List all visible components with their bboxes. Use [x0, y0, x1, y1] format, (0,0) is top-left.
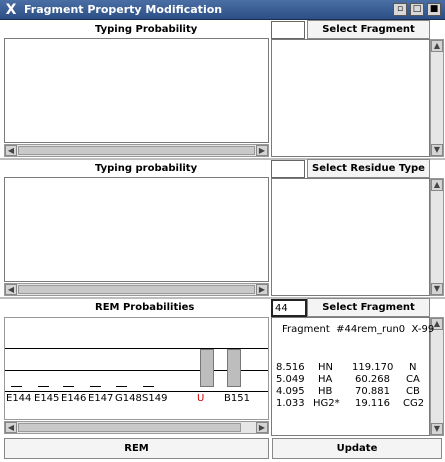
- select-residue-type-button[interactable]: Select Residue Type: [307, 159, 430, 178]
- pane2-list[interactable]: [271, 178, 430, 296]
- chart-line: [5, 391, 268, 392]
- pane3-hscrollbar[interactable]: [4, 421, 269, 434]
- h-shift: 8.516: [276, 362, 305, 373]
- fragment-header: Fragment #44rem_run0 X-99: [282, 324, 435, 335]
- scroll-thumb[interactable]: [18, 285, 255, 294]
- h-atom: HN: [318, 362, 333, 373]
- pane1-fragment-entry[interactable]: [271, 21, 305, 39]
- pane2-residue-entry[interactable]: [271, 160, 305, 178]
- scroll-thumb[interactable]: [18, 423, 241, 432]
- residue-label: E147: [88, 393, 114, 404]
- h-atom: HA: [318, 374, 333, 385]
- pane2-hscrollbar[interactable]: [4, 283, 269, 296]
- x-shift: 19.116: [355, 398, 390, 409]
- residue-probability-canvas[interactable]: [4, 177, 269, 282]
- pane1-title: Typing Probability: [95, 24, 198, 35]
- select-fragment-button[interactable]: Select Fragment: [307, 20, 430, 39]
- h-atom: HG2*: [313, 398, 340, 409]
- baseline-tick: [63, 386, 74, 387]
- baseline-tick: [38, 386, 49, 387]
- x-atom: CG2: [403, 398, 425, 409]
- h-shift: 5.049: [276, 374, 305, 385]
- pane3-title: REM Probabilities: [95, 302, 195, 313]
- window-title: Fragment Property Modification: [24, 3, 223, 16]
- rem-bar-u: [200, 349, 214, 387]
- residue-label: E145: [34, 393, 60, 404]
- scroll-down-icon[interactable]: ▼: [431, 423, 443, 435]
- maximize-button[interactable]: □: [410, 3, 424, 16]
- residue-label: E146: [61, 393, 87, 404]
- scroll-down-icon[interactable]: ▼: [431, 283, 443, 295]
- rem-bar-b151: [227, 349, 241, 387]
- scroll-up-icon[interactable]: ▲: [431, 318, 443, 330]
- scroll-left-icon[interactable]: ◀: [5, 284, 17, 295]
- pane1-list[interactable]: [271, 39, 430, 157]
- scroll-thumb[interactable]: [18, 146, 255, 155]
- pane3-fragment-entry[interactable]: 44: [271, 299, 307, 317]
- x-shift: 70.881: [355, 386, 390, 397]
- scroll-up-icon[interactable]: ▲: [431, 40, 443, 52]
- x-atom: CB: [406, 386, 420, 397]
- typing-probability-canvas[interactable]: [4, 38, 269, 143]
- scroll-right-icon[interactable]: ▶: [256, 145, 268, 156]
- scroll-down-icon[interactable]: ▼: [431, 144, 443, 156]
- pane1-vscrollbar[interactable]: [430, 39, 444, 157]
- residue-label-unassigned: U: [197, 393, 205, 404]
- residue-label: E144: [6, 393, 32, 404]
- update-button[interactable]: Update: [272, 438, 442, 459]
- scroll-up-icon[interactable]: ▲: [431, 179, 443, 191]
- h-shift: 1.033: [276, 398, 305, 409]
- pane2-vscrollbar[interactable]: [430, 178, 444, 296]
- pane2-title: Typing probability: [95, 163, 198, 174]
- x-atom: CA: [406, 374, 420, 385]
- close-button[interactable]: ■: [427, 3, 441, 16]
- rem-button[interactable]: REM: [4, 438, 269, 459]
- app-icon: X: [5, 2, 17, 18]
- scroll-left-icon[interactable]: ◀: [5, 422, 17, 433]
- window-titlebar[interactable]: [0, 0, 445, 20]
- h-atom: HB: [318, 386, 333, 397]
- scroll-right-icon[interactable]: ▶: [256, 422, 268, 433]
- scroll-right-icon[interactable]: ▶: [256, 284, 268, 295]
- baseline-tick: [116, 386, 127, 387]
- scroll-left-icon[interactable]: ◀: [5, 145, 17, 156]
- x-atom: N: [409, 362, 417, 373]
- baseline-tick: [143, 386, 154, 387]
- baseline-tick: [90, 386, 101, 387]
- residue-label: G148: [115, 393, 142, 404]
- minimize-button[interactable]: ▫: [393, 3, 407, 16]
- residue-label: S149: [142, 393, 168, 404]
- pane1-hscrollbar[interactable]: [4, 144, 269, 157]
- h-shift: 4.095: [276, 386, 305, 397]
- baseline-tick: [11, 386, 22, 387]
- x-shift: 119.170: [352, 362, 394, 373]
- x-shift: 60.268: [355, 374, 390, 385]
- select-fragment-button-rem[interactable]: Select Fragment: [307, 298, 430, 317]
- residue-label: B151: [224, 393, 250, 404]
